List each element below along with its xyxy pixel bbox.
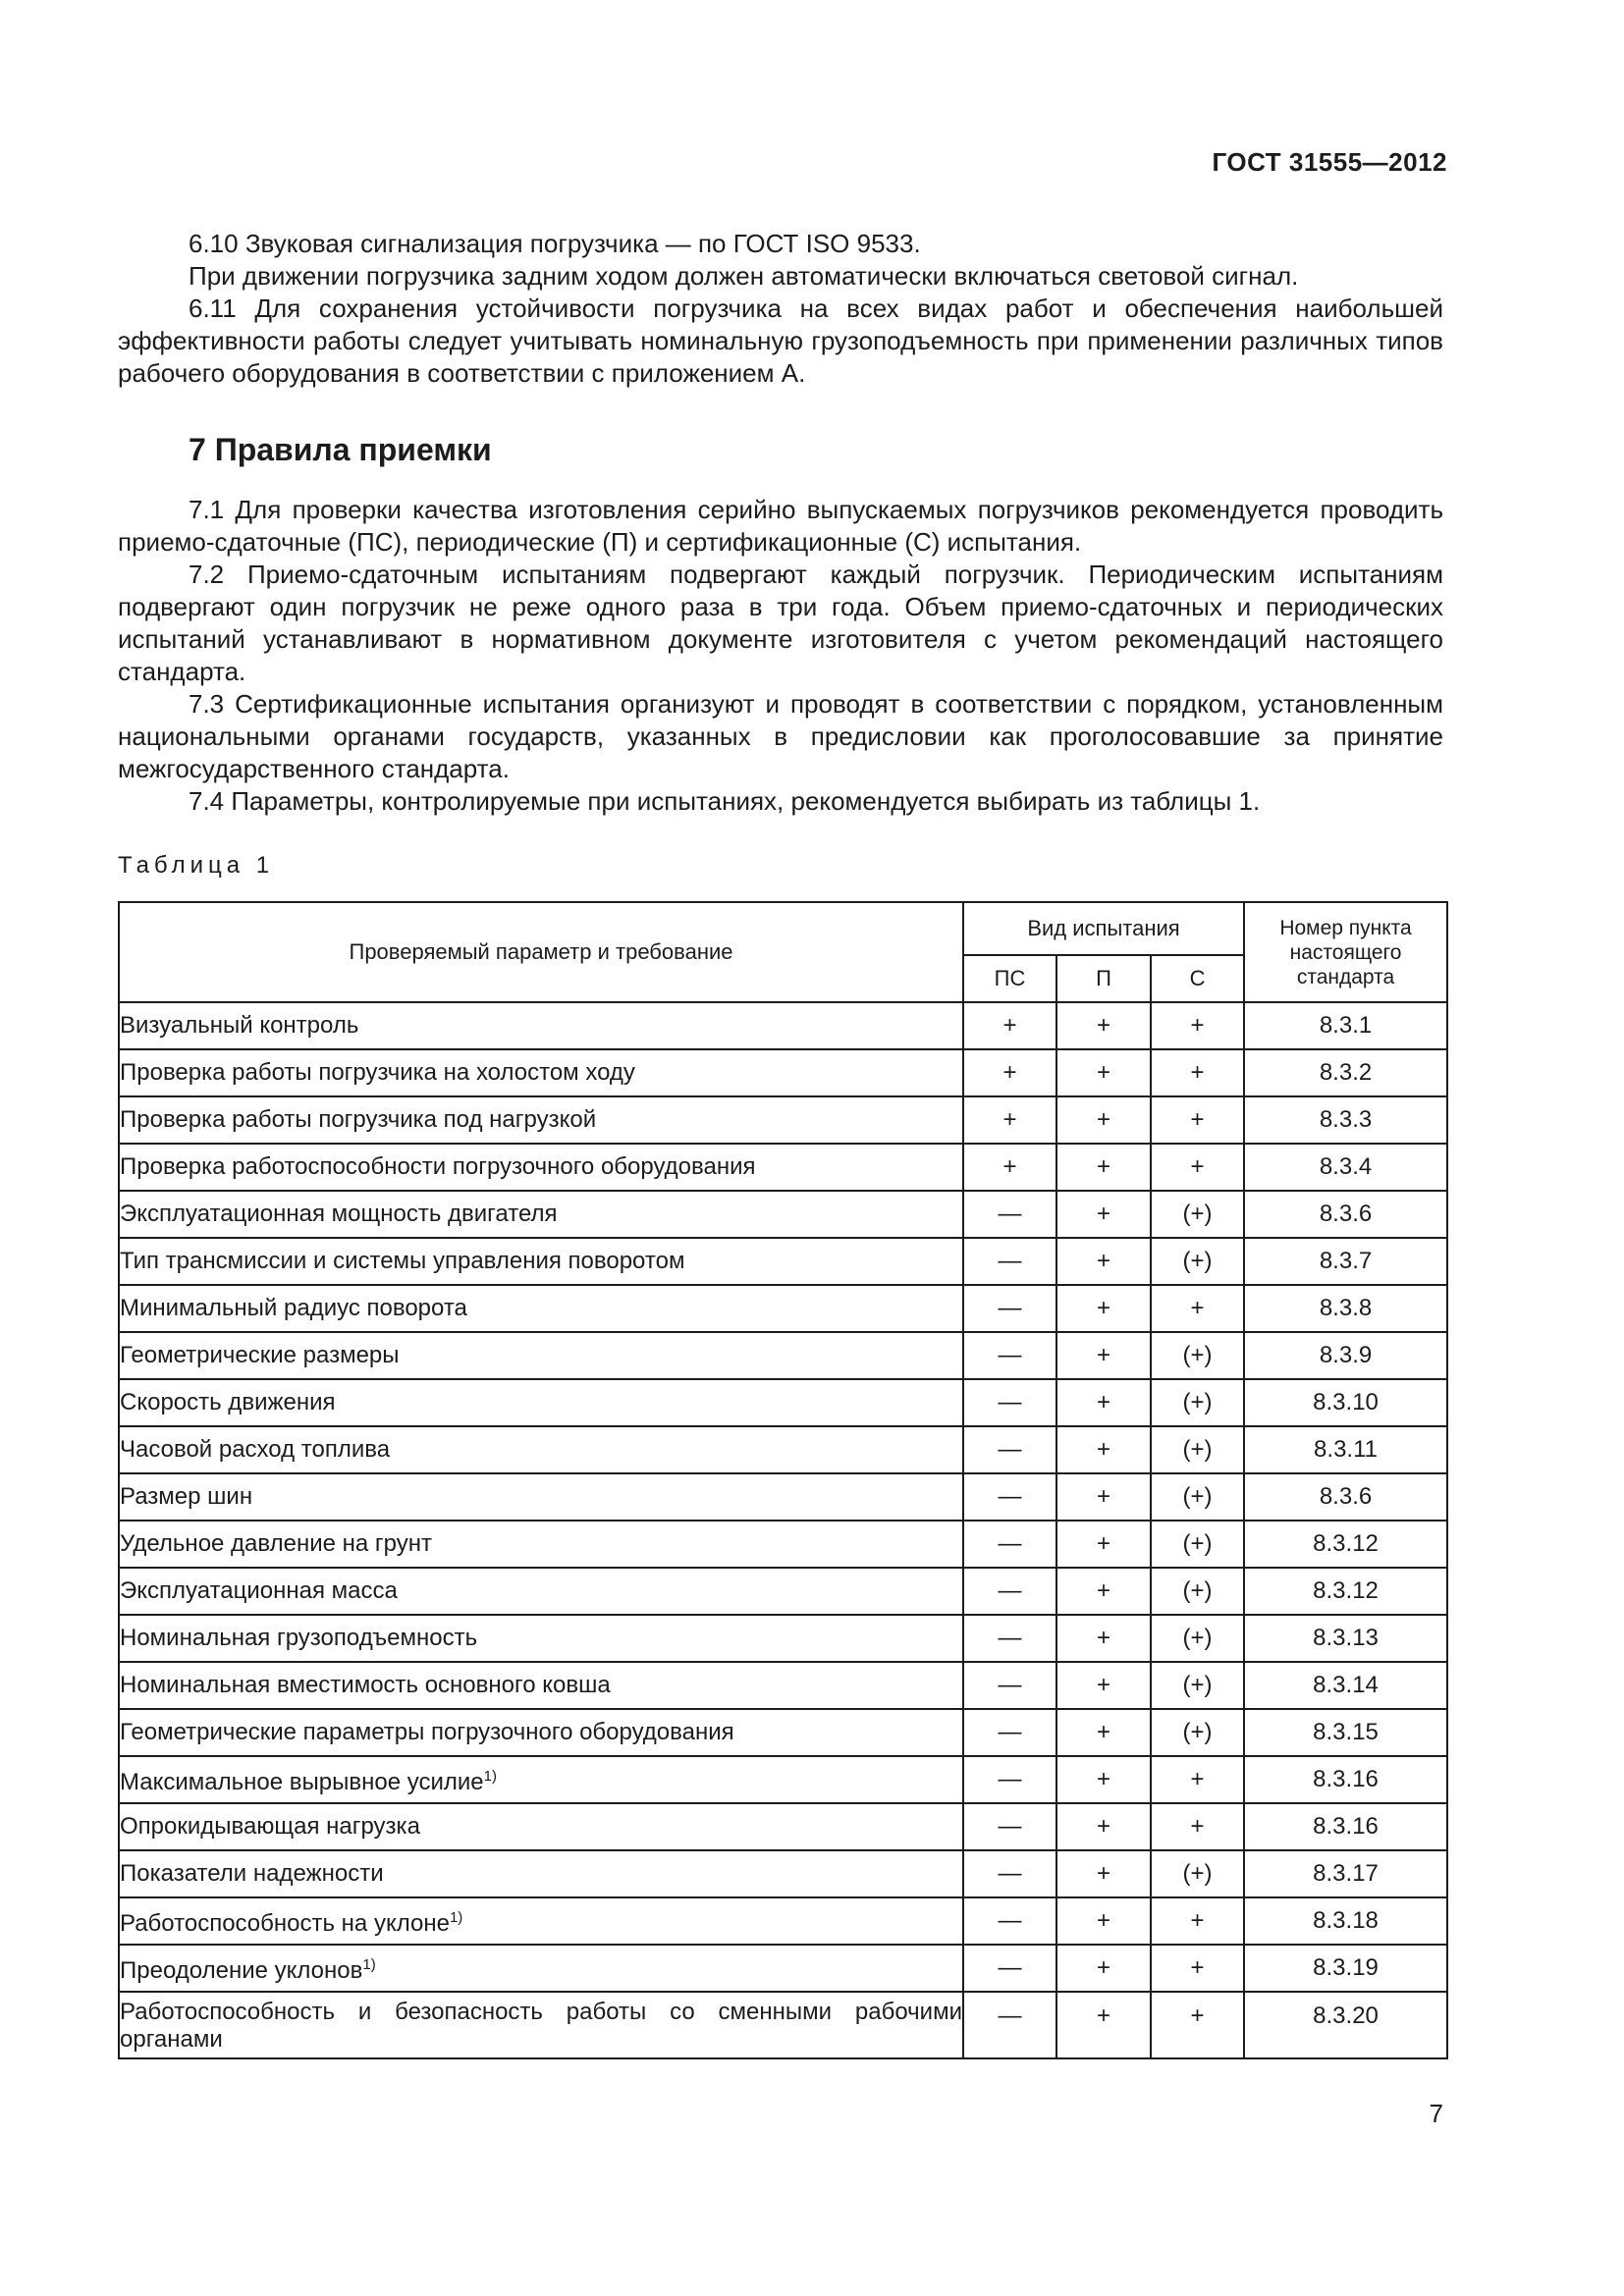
param-text: Проверка работоспособности погрузочного оборудования	[120, 1153, 756, 1180]
cell-p: +	[1056, 1945, 1151, 1992]
table-row	[119, 1897, 1447, 1945]
table-row	[119, 1002, 1447, 1049]
cell-param	[119, 1992, 963, 2058]
cell-clause: 8.3.1	[1244, 1002, 1447, 1049]
cell-param	[119, 1897, 963, 1945]
cell-param	[119, 1568, 963, 1615]
cell-ps: —	[963, 1615, 1056, 1662]
cell-param	[119, 1521, 963, 1568]
table-row	[119, 1803, 1447, 1850]
cell-ps: —	[963, 1662, 1056, 1709]
param-text: Скорость движения	[120, 1389, 336, 1415]
cell-p: +	[1056, 1568, 1151, 1615]
cell-clause: 8.3.13	[1244, 1615, 1447, 1662]
cell-c: (+)	[1151, 1426, 1244, 1473]
cell-c: +	[1151, 1049, 1244, 1096]
param-text: Геометрические размеры	[120, 1342, 400, 1368]
table-row	[119, 1756, 1447, 1803]
footnote-ref: 1)	[449, 1909, 463, 1926]
cell-p: +	[1056, 1850, 1151, 1897]
cell-p: +	[1056, 1521, 1151, 1568]
cell-param	[119, 1379, 963, 1426]
table-row	[119, 1473, 1447, 1521]
paragraph-6-10: 6.10 Звуковая сигнализация погрузчика — по ГОСТ ISO 9533.	[189, 229, 921, 258]
param-text: Проверка работы погрузчика под нагрузкой	[120, 1106, 597, 1133]
cell-c: (+)	[1151, 1191, 1244, 1238]
cell-c: +	[1151, 1803, 1244, 1850]
header-c: С	[1151, 955, 1244, 1002]
header-p: П	[1056, 955, 1151, 1002]
cell-ps: —	[963, 1238, 1056, 1285]
table-row	[119, 1426, 1447, 1473]
cell-p: +	[1056, 1002, 1151, 1049]
cell-ps: +	[963, 1144, 1056, 1191]
param-text: Тип трансмиссии и системы управления поворотом	[120, 1248, 685, 1274]
cell-clause: 8.3.2	[1244, 1049, 1447, 1096]
cell-p: +	[1056, 1473, 1151, 1521]
cell-clause: 8.3.11	[1244, 1426, 1447, 1473]
cell-ps: —	[963, 1332, 1056, 1379]
cell-p: +	[1056, 1803, 1151, 1850]
cell-c: +	[1151, 1002, 1244, 1049]
cell-clause: 8.3.8	[1244, 1285, 1447, 1332]
cell-ps: —	[963, 1850, 1056, 1897]
cell-clause: 8.3.6	[1244, 1473, 1447, 1521]
cell-c: (+)	[1151, 1238, 1244, 1285]
table-row	[119, 1144, 1447, 1191]
cell-p: +	[1056, 1238, 1151, 1285]
section-6-text	[118, 228, 1443, 390]
cell-clause: 8.3.18	[1244, 1897, 1447, 1945]
cell-ps: +	[963, 1096, 1056, 1144]
cell-c: (+)	[1151, 1568, 1244, 1615]
table-row	[119, 1850, 1447, 1897]
table-body	[119, 1002, 1447, 2058]
cell-p: +	[1056, 1191, 1151, 1238]
cell-ps: —	[963, 1709, 1056, 1756]
paragraph-7-1: 7.1 Для проверки качества изготовления серийно выпускаемых погрузчиков рекомендуется проводить приемо-сдаточные (ПС), периодические (П) и сертификационные (С) испытания.	[118, 495, 1443, 557]
cell-param	[119, 1756, 963, 1803]
cell-param	[119, 1332, 963, 1379]
cell-c: +	[1151, 1992, 1244, 2058]
table-row	[119, 1096, 1447, 1144]
section-7-title: 7 Правила приемки	[189, 432, 492, 467]
test-parameters-table	[118, 901, 1448, 2059]
cell-param	[119, 1144, 963, 1191]
cell-clause: 8.3.17	[1244, 1850, 1447, 1897]
page-number: 7	[1429, 2099, 1443, 2128]
cell-p: +	[1056, 1662, 1151, 1709]
param-text: Визуальный контроль	[120, 1012, 359, 1039]
cell-p: +	[1056, 1096, 1151, 1144]
cell-ps: —	[963, 1568, 1056, 1615]
cell-clause: 8.3.9	[1244, 1332, 1447, 1379]
cell-c: (+)	[1151, 1850, 1244, 1897]
cell-param	[119, 1945, 963, 1992]
cell-p: +	[1056, 1709, 1151, 1756]
cell-clause: 8.3.12	[1244, 1521, 1447, 1568]
table-row	[119, 1568, 1447, 1615]
table-row	[119, 1191, 1447, 1238]
cell-clause: 8.3.12	[1244, 1568, 1447, 1615]
cell-param	[119, 1191, 963, 1238]
header-test-type: Вид испытания	[963, 902, 1244, 955]
cell-c: (+)	[1151, 1473, 1244, 1521]
cell-ps: —	[963, 1803, 1056, 1850]
cell-param	[119, 1615, 963, 1662]
table-row	[119, 1332, 1447, 1379]
table-row	[119, 1945, 1447, 1992]
header-clause-line3: стандарта	[1296, 965, 1395, 988]
cell-param	[119, 1049, 963, 1096]
table-row	[119, 1521, 1447, 1568]
cell-c: +	[1151, 1285, 1244, 1332]
cell-clause: 8.3.3	[1244, 1096, 1447, 1144]
table-row	[119, 1662, 1447, 1709]
cell-p: +	[1056, 1049, 1151, 1096]
table-row	[119, 1992, 1447, 2058]
cell-clause: 8.3.4	[1244, 1144, 1447, 1191]
cell-ps: —	[963, 1473, 1056, 1521]
cell-c: (+)	[1151, 1379, 1244, 1426]
cell-c: +	[1151, 1945, 1244, 1992]
param-text: Удельное давление на грунт	[120, 1530, 432, 1557]
cell-param	[119, 1850, 963, 1897]
header-ps: ПС	[963, 955, 1056, 1002]
cell-param	[119, 1662, 963, 1709]
cell-c: (+)	[1151, 1521, 1244, 1568]
table-row	[119, 1709, 1447, 1756]
param-text: Размер шин	[120, 1483, 253, 1510]
table-row	[119, 1379, 1447, 1426]
paragraph-7-3: 7.3 Сертификационные испытания организуют и проводят в соответствии с порядком, установленным национальными органами государств, указанных в предисловии как проголосовавшие за принятие межгосударственного стандарта.	[118, 689, 1443, 783]
param-text: Эксплуатационная масса	[120, 1577, 398, 1604]
paragraph-6-10-signal: При движении погрузчика задним ходом должен автоматически включаться световой сигнал.	[189, 261, 1299, 291]
cell-ps: —	[963, 1992, 1056, 2058]
cell-c: (+)	[1151, 1709, 1244, 1756]
cell-param	[119, 1096, 963, 1144]
cell-ps: +	[963, 1002, 1056, 1049]
table-caption: Таблица 1	[118, 852, 275, 879]
cell-p: +	[1056, 1285, 1151, 1332]
cell-p: +	[1056, 1426, 1151, 1473]
param-text: Максимальное вырывное усилие	[120, 1769, 484, 1795]
cell-c: +	[1151, 1897, 1244, 1945]
table-row	[119, 1285, 1447, 1332]
cell-clause: 8.3.14	[1244, 1662, 1447, 1709]
cell-param	[119, 1473, 963, 1521]
cell-c: +	[1151, 1144, 1244, 1191]
section-7-text	[118, 494, 1443, 818]
param-text: Проверка работы погрузчика на холостом ходу	[120, 1059, 635, 1086]
cell-param	[119, 1285, 963, 1332]
param-text: Геометрические параметры погрузочного оборудования	[120, 1719, 734, 1745]
cell-ps: +	[963, 1049, 1056, 1096]
cell-param	[119, 1709, 963, 1756]
header-clause-line2: настоящего	[1289, 940, 1402, 964]
table-row	[119, 1615, 1447, 1662]
cell-c: (+)	[1151, 1332, 1244, 1379]
cell-clause: 8.3.10	[1244, 1379, 1447, 1426]
footnote-ref: 1)	[483, 1768, 497, 1785]
cell-p: +	[1056, 1897, 1151, 1945]
table-row	[119, 1238, 1447, 1285]
cell-clause: 8.3.15	[1244, 1709, 1447, 1756]
param-text: Номинальная грузоподъемность	[120, 1625, 478, 1651]
param-text: Преодоление уклонов	[120, 1957, 363, 1984]
header-clause	[1244, 902, 1447, 1002]
cell-c: (+)	[1151, 1615, 1244, 1662]
param-text: Работоспособность и безопасность работы со сменными рабочими органами	[120, 1999, 962, 2053]
cell-param	[119, 1426, 963, 1473]
param-text: Опрокидывающая нагрузка	[120, 1813, 420, 1840]
cell-c: +	[1151, 1096, 1244, 1144]
paragraph-6-11: 6.11 Для сохранения устойчивости погрузчика на всех видах работ и обеспечения наибольшей эффективности работы следует учитывать номинальную грузоподъемность при применении различных типов рабочего оборудования в соответствии с приложением А.	[118, 294, 1443, 388]
param-text: Номинальная вместимость основного ковша	[120, 1672, 611, 1698]
cell-ps: —	[963, 1426, 1056, 1473]
cell-ps: —	[963, 1191, 1056, 1238]
cell-p: +	[1056, 1379, 1151, 1426]
cell-ps: —	[963, 1945, 1056, 1992]
document-code: ГОСТ 31555—2012	[1212, 147, 1447, 177]
cell-c: +	[1151, 1756, 1244, 1803]
cell-param	[119, 1803, 963, 1850]
table-row	[119, 1049, 1447, 1096]
header-param: Проверяемый параметр и требование	[119, 902, 963, 1002]
param-text: Минимальный радиус поворота	[120, 1295, 467, 1321]
cell-ps: —	[963, 1521, 1056, 1568]
cell-p: +	[1056, 1332, 1151, 1379]
cell-clause: 8.3.16	[1244, 1756, 1447, 1803]
cell-c: (+)	[1151, 1662, 1244, 1709]
paragraph-7-4: 7.4 Параметры, контролируемые при испытаниях, рекомендуется выбирать из таблицы 1.	[189, 786, 1261, 816]
header-clause-line1: Номер пункта	[1279, 916, 1412, 939]
footnote-ref: 1)	[362, 1956, 376, 1973]
param-text: Работоспособность на уклоне	[120, 1910, 450, 1937]
cell-clause: 8.3.19	[1244, 1945, 1447, 1992]
cell-param	[119, 1002, 963, 1049]
cell-p: +	[1056, 1992, 1151, 2058]
cell-p: +	[1056, 1615, 1151, 1662]
cell-ps: —	[963, 1756, 1056, 1803]
cell-p: +	[1056, 1144, 1151, 1191]
cell-clause: 8.3.20	[1244, 1992, 1447, 2058]
paragraph-7-2: 7.2 Приемо-сдаточным испытаниям подвергают каждый погрузчик. Периодическим испытаниям подвергают один погрузчик не реже одного раза в три года. Объем приемо-сдаточных и периодических испытаний устанавливают в нормативном документе изготовителя с учетом рекомендаций настоящего стандарта.	[118, 560, 1443, 686]
param-text: Показатели надежности	[120, 1860, 384, 1887]
cell-ps: —	[963, 1379, 1056, 1426]
param-text: Часовой расход топлива	[120, 1436, 391, 1463]
cell-ps: —	[963, 1897, 1056, 1945]
cell-ps: —	[963, 1285, 1056, 1332]
cell-clause: 8.3.7	[1244, 1238, 1447, 1285]
cell-clause: 8.3.6	[1244, 1191, 1447, 1238]
cell-param	[119, 1238, 963, 1285]
cell-clause: 8.3.16	[1244, 1803, 1447, 1850]
param-text: Эксплуатационная мощность двигателя	[120, 1201, 558, 1227]
cell-p: +	[1056, 1756, 1151, 1803]
